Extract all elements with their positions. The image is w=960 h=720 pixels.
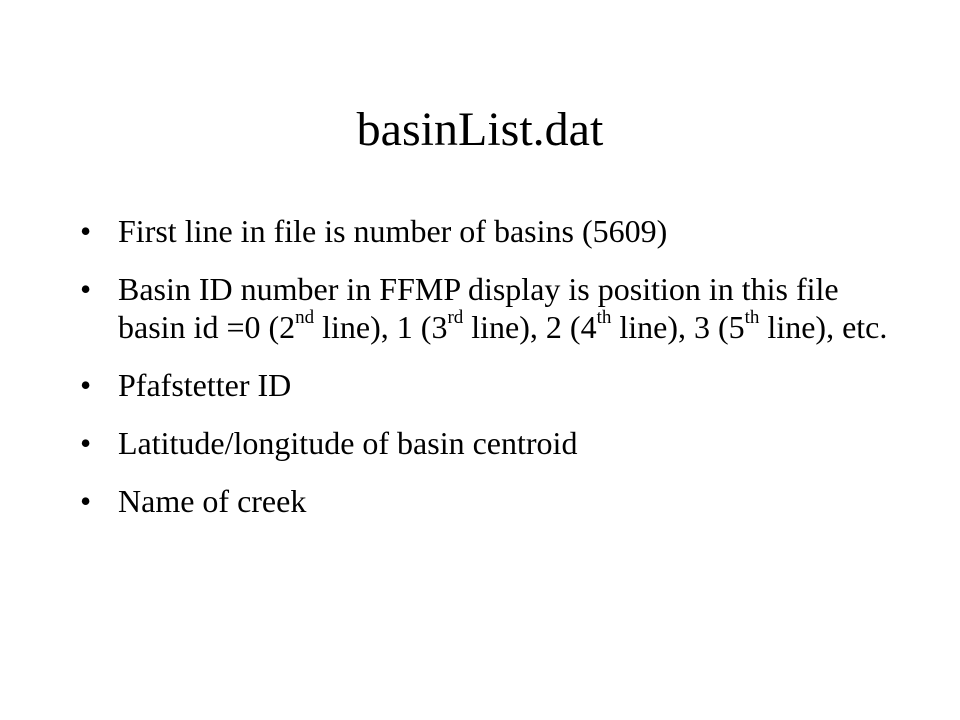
bullet-item <box>72 424 892 462</box>
ordinal-suffix: rd <box>447 307 464 329</box>
bullet-text <box>118 271 887 345</box>
bullet-item <box>72 212 892 250</box>
bullet-text: Name of creek <box>118 483 307 519</box>
bullet-dot-icon: • <box>80 213 92 249</box>
bullet-text: First line in file is number of basins (5609) <box>118 213 668 249</box>
bullet-dot-icon: • <box>80 271 92 307</box>
bullet-text-part: line), 2 (4 <box>463 309 597 345</box>
slide-title: basinList.dat <box>356 103 604 156</box>
bullet-item <box>72 270 892 346</box>
ordinal-suffix: th <box>596 307 612 329</box>
ordinal-suffix: nd <box>295 307 315 329</box>
bullet-item <box>72 482 892 520</box>
bullet-dot-icon: • <box>80 483 92 519</box>
bullet-item <box>72 366 892 404</box>
bullet-text-part: line), 3 (5 <box>611 309 745 345</box>
bullet-text: Latitude/longitude of basin centroid <box>118 425 578 461</box>
bullet-dot-icon: • <box>80 367 92 403</box>
bullet-text: Pfafstetter ID <box>118 367 292 403</box>
bullet-text-part: Basin ID number in FFMP display is position in this file basin id =0 (2 <box>118 271 839 345</box>
bullet-dot-icon: • <box>80 425 92 461</box>
bullet-list <box>72 212 892 540</box>
bullet-text-part: line), 1 (3 <box>314 309 448 345</box>
bullet-text-part: line), etc. <box>759 309 888 345</box>
ordinal-suffix: th <box>744 307 760 329</box>
